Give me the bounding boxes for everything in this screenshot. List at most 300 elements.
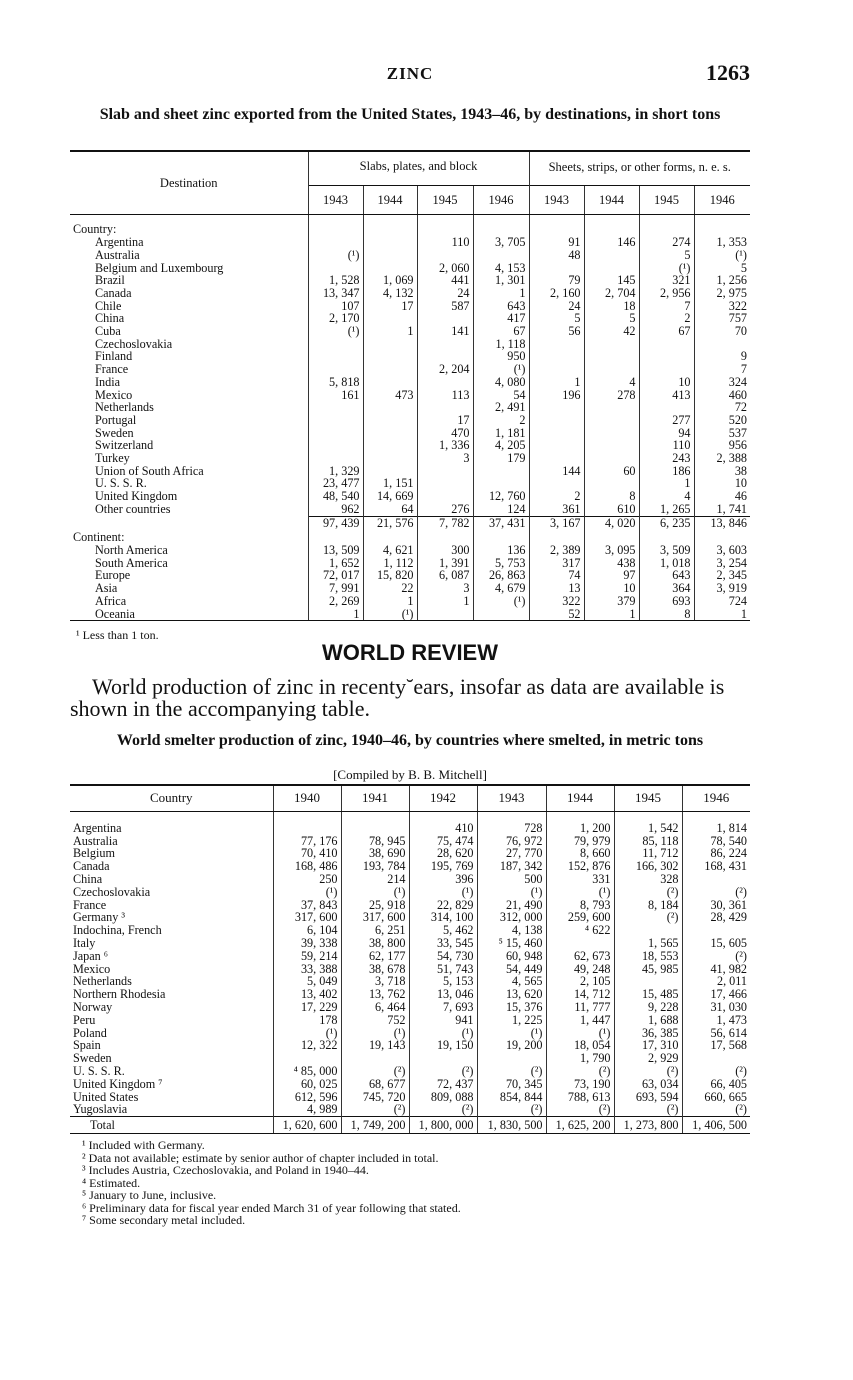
data-cell: 809, 088 (409, 1091, 477, 1104)
row-label: Belgium (73, 846, 115, 861)
table-row (70, 389, 750, 402)
data-cell: 3 (417, 452, 473, 465)
data-cell: 413 (639, 389, 694, 402)
data-cell: 1 (363, 595, 417, 608)
data-cell: (¹) (546, 886, 614, 899)
data-cell (584, 414, 639, 427)
data-cell: (²) (546, 1103, 614, 1116)
data-cell: 27, 770 (477, 847, 546, 860)
row-label: Italy (73, 935, 96, 950)
data-cell: (²) (614, 1103, 682, 1116)
data-cell: (²) (682, 886, 750, 899)
data-cell: 23, 477 (308, 477, 363, 490)
table-row (70, 582, 750, 595)
data-cell: 3, 095 (584, 544, 639, 557)
data-cell: 37, 843 (273, 899, 341, 912)
data-cell: (¹) (477, 1027, 546, 1040)
table-row (70, 860, 750, 873)
data-cell: 1 (473, 287, 529, 300)
data-cell: 22, 829 (409, 899, 477, 912)
table-row (70, 1091, 750, 1104)
data-cell: 1, 565 (614, 937, 682, 950)
data-cell: 1, 225 (477, 1014, 546, 1027)
data-cell: (²) (477, 1065, 546, 1078)
table-row (70, 503, 750, 516)
data-cell: 144 (529, 465, 584, 478)
data-cell: 1, 741 (694, 503, 750, 516)
page-number: 1263 (706, 60, 750, 85)
data-cell: (¹) (477, 886, 546, 899)
data-cell: 178 (273, 1014, 341, 1027)
data-cell: 187, 342 (477, 860, 546, 873)
data-cell (584, 350, 639, 363)
data-cell: 72, 017 (308, 569, 363, 582)
data-cell (584, 249, 639, 262)
country-heading: Country: (73, 222, 117, 237)
table1-year-header: 1945 (417, 185, 473, 215)
intro-paragraph: World production of zinc in recenty˘ears, insofar as data are available is shown in the accompanying table. (70, 674, 725, 721)
data-cell: ⁴ 85, 000 (273, 1065, 341, 1078)
empty-cell (417, 215, 473, 236)
data-cell: 110 (639, 439, 694, 452)
total-cell: 1, 273, 800 (614, 1117, 682, 1134)
total-row (70, 1117, 750, 1134)
row-label: Chile (95, 298, 122, 313)
data-cell: 36, 385 (614, 1027, 682, 1040)
data-cell: (²) (682, 950, 750, 963)
table-row (70, 911, 750, 924)
data-cell: 361 (529, 503, 584, 516)
data-cell (363, 439, 417, 452)
data-cell: 63, 034 (614, 1078, 682, 1091)
data-cell: 410 (409, 811, 477, 834)
table1-year-header: 1944 (363, 185, 417, 215)
empty-cell (529, 215, 584, 236)
data-cell: 68, 677 (341, 1078, 409, 1091)
data-cell (363, 414, 417, 427)
data-cell: 8, 184 (614, 899, 682, 912)
data-cell (682, 873, 750, 886)
empty-cell (694, 529, 750, 544)
data-cell: (¹) (473, 363, 529, 376)
data-cell: 179 (473, 452, 529, 465)
table2-year-header: 1941 (341, 785, 409, 811)
table-row (70, 886, 750, 899)
data-cell (417, 249, 473, 262)
data-cell: 1, 118 (473, 338, 529, 351)
data-cell: 2, 975 (694, 287, 750, 300)
data-cell: 660, 665 (682, 1091, 750, 1104)
data-cell: 107 (308, 300, 363, 313)
data-cell: 161 (308, 389, 363, 402)
data-cell: 537 (694, 427, 750, 440)
data-cell: 28, 620 (409, 847, 477, 860)
table2-body (70, 811, 750, 1133)
row-label: Australia (95, 247, 140, 262)
table-row (70, 287, 750, 300)
data-cell (529, 401, 584, 414)
data-cell (363, 363, 417, 376)
empty-cell (639, 215, 694, 236)
row-label: Northern Rhodesia (73, 987, 166, 1002)
data-cell: 1 (417, 595, 473, 608)
data-cell: (¹) (341, 1027, 409, 1040)
data-cell: 379 (584, 595, 639, 608)
table-row (70, 338, 750, 351)
data-cell: 79 (529, 274, 584, 287)
data-cell: 317, 600 (273, 911, 341, 924)
data-cell: 4, 132 (363, 287, 417, 300)
data-cell: 66, 405 (682, 1078, 750, 1091)
data-cell: (²) (409, 1103, 477, 1116)
table-row (70, 300, 750, 313)
data-cell: 4 (639, 490, 694, 503)
data-cell: 62, 673 (546, 950, 614, 963)
data-cell: 73, 190 (546, 1078, 614, 1091)
data-cell (363, 452, 417, 465)
table-row (70, 414, 750, 427)
data-cell: 1, 069 (363, 274, 417, 287)
table2-year-header: 1944 (546, 785, 614, 811)
table-row (70, 1078, 750, 1091)
exports-table (70, 150, 750, 621)
data-cell: 19, 150 (409, 1039, 477, 1052)
continent-heading-row (70, 529, 750, 544)
row-label: Canada (95, 285, 132, 300)
table1-caption: Slab and sheet zinc exported from the United States, 1943–46, by destinations, in short tons (99, 106, 721, 123)
row-label: Poland (73, 1025, 107, 1040)
data-cell: 956 (694, 439, 750, 452)
table-row (70, 1103, 750, 1116)
data-cell: 441 (417, 274, 473, 287)
data-cell: 1, 151 (363, 477, 417, 490)
data-cell: 38, 678 (341, 963, 409, 976)
row-label: Australia (73, 833, 118, 848)
data-cell: 2, 011 (682, 975, 750, 988)
data-cell: 2, 388 (694, 452, 750, 465)
data-cell: 60, 025 (273, 1078, 341, 1091)
data-cell: 470 (417, 427, 473, 440)
empty-cell (529, 529, 584, 544)
data-cell: 13, 347 (308, 287, 363, 300)
data-cell: 5, 462 (409, 924, 477, 937)
row-label: Sweden (95, 425, 134, 440)
row-label: Portugal (95, 412, 137, 427)
data-cell (363, 338, 417, 351)
data-cell (529, 350, 584, 363)
table-row (70, 544, 750, 557)
data-cell: 277 (639, 414, 694, 427)
data-cell (417, 477, 473, 490)
row-label: Czechoslovakia (95, 336, 173, 351)
footnote: ⁵ January to June, inclusive. (82, 1188, 217, 1202)
data-cell (529, 427, 584, 440)
table-row (70, 427, 750, 440)
data-cell: 2, 956 (639, 287, 694, 300)
footnote: ⁶ Preliminary data for fiscal year ended March 31 of year following that stated. (82, 1200, 461, 1215)
data-cell: 1, 301 (473, 274, 529, 287)
table1-year-header: 1946 (473, 185, 529, 215)
data-cell: 9, 228 (614, 1001, 682, 1014)
row-label: Yugoslavia (73, 1102, 128, 1117)
data-cell: 15, 485 (614, 988, 682, 1001)
data-cell: 12, 322 (273, 1039, 341, 1052)
total-cell: 21, 576 (363, 516, 417, 529)
data-cell: 757 (694, 312, 750, 325)
data-cell: 259, 600 (546, 911, 614, 924)
data-cell: 94 (639, 427, 694, 440)
data-cell: (²) (614, 886, 682, 899)
data-cell (584, 439, 639, 452)
row-label: Mexico (95, 387, 133, 402)
data-cell: 54, 449 (477, 963, 546, 976)
data-cell: (²) (546, 1065, 614, 1078)
data-cell: 1 (363, 325, 417, 338)
row-label: Finland (95, 349, 133, 364)
data-cell: 136 (473, 544, 529, 557)
data-cell: 12, 760 (473, 490, 529, 503)
table2-footnotes (82, 1139, 461, 1227)
data-cell: 22 (363, 582, 417, 595)
row-label: Europe (95, 568, 131, 583)
data-cell: (¹) (546, 1027, 614, 1040)
row-label: United States (73, 1089, 139, 1104)
data-cell: 788, 613 (546, 1091, 614, 1104)
table-row (70, 873, 750, 886)
data-cell: 2 (529, 490, 584, 503)
data-cell (363, 350, 417, 363)
data-cell: 15, 820 (363, 569, 417, 582)
row-label: France (73, 897, 107, 912)
data-cell: 2, 170 (308, 312, 363, 325)
data-cell: 19, 143 (341, 1039, 409, 1052)
data-cell: 10 (584, 582, 639, 595)
data-cell: 13, 402 (273, 988, 341, 1001)
data-cell (363, 376, 417, 389)
data-cell: 278 (584, 389, 639, 402)
row-label: Union of South Africa (95, 463, 204, 478)
table-row (70, 595, 750, 608)
data-cell: (²) (341, 1065, 409, 1078)
data-cell: 6, 087 (417, 569, 473, 582)
data-cell: 145 (584, 274, 639, 287)
data-cell: 274 (639, 236, 694, 249)
empty-cell (363, 529, 417, 544)
data-cell: 6, 251 (341, 924, 409, 937)
row-label: Africa (95, 593, 127, 608)
country-heading-row (70, 215, 750, 236)
footnote: ¹ Included with Germany. (82, 1138, 205, 1152)
data-cell: 1, 528 (308, 274, 363, 287)
data-cell: 78, 945 (341, 835, 409, 848)
data-cell (417, 376, 473, 389)
data-cell (529, 452, 584, 465)
data-cell: 38 (694, 465, 750, 478)
data-cell: 322 (529, 595, 584, 608)
table1-year-header: 1943 (308, 185, 363, 215)
data-cell: 13, 046 (409, 988, 477, 1001)
data-cell (308, 401, 363, 414)
table1-year-header: 1943 (529, 185, 584, 215)
data-cell (473, 608, 529, 621)
total-cell: 1, 749, 200 (341, 1117, 409, 1134)
row-label: India (95, 374, 121, 389)
data-cell: 70, 345 (477, 1078, 546, 1091)
total-cell: 1, 625, 200 (546, 1117, 614, 1134)
data-cell: (²) (409, 1065, 477, 1078)
data-cell: 75, 474 (409, 835, 477, 848)
data-cell (584, 427, 639, 440)
data-cell: 5, 753 (473, 557, 529, 570)
data-cell: 54 (473, 389, 529, 402)
total-cell: 13, 846 (694, 516, 750, 529)
data-cell: 86, 224 (682, 847, 750, 860)
data-cell: 30, 361 (682, 899, 750, 912)
data-cell: 1, 329 (308, 465, 363, 478)
data-cell: (¹) (273, 886, 341, 899)
row-label: Cuba (95, 324, 121, 339)
data-cell: 1, 181 (473, 427, 529, 440)
data-cell: 693 (639, 595, 694, 608)
data-cell: 693, 594 (614, 1091, 682, 1104)
data-cell: 1, 447 (546, 1014, 614, 1027)
data-cell: 5 (639, 249, 694, 262)
data-cell (341, 811, 409, 834)
data-cell: 5, 049 (273, 975, 341, 988)
data-cell (308, 439, 363, 452)
empty-cell (473, 215, 529, 236)
table-row (70, 811, 750, 834)
table1-year-header: 1944 (584, 185, 639, 215)
table-row (70, 350, 750, 363)
table2-stub-header: Country (70, 785, 273, 811)
data-cell: 4, 153 (473, 262, 529, 275)
data-cell: 59, 214 (273, 950, 341, 963)
data-cell: 1, 112 (363, 557, 417, 570)
data-cell: 7, 693 (409, 1001, 477, 1014)
table-row (70, 899, 750, 912)
data-cell (639, 350, 694, 363)
total-cell: 1, 800, 000 (409, 1117, 477, 1134)
data-cell (473, 465, 529, 478)
table-row (70, 1052, 750, 1065)
data-cell: 1, 265 (639, 503, 694, 516)
data-cell: 17, 310 (614, 1039, 682, 1052)
data-cell: 1, 542 (614, 811, 682, 834)
data-cell: 3, 603 (694, 544, 750, 557)
data-cell: 166, 302 (614, 860, 682, 873)
table1-year-header: 1945 (639, 185, 694, 215)
row-label: U. S. S. R. (73, 1063, 125, 1078)
data-cell: 67 (473, 325, 529, 338)
data-cell: 70 (694, 325, 750, 338)
data-cell: 14, 712 (546, 988, 614, 1001)
data-cell (363, 236, 417, 249)
data-cell: 113 (417, 389, 473, 402)
table-row (70, 325, 750, 338)
data-cell: 15, 376 (477, 1001, 546, 1014)
data-cell (308, 427, 363, 440)
data-cell (308, 414, 363, 427)
total-cell: 6, 235 (639, 516, 694, 529)
data-cell (308, 363, 363, 376)
data-cell: (¹) (473, 595, 529, 608)
data-cell: (¹) (409, 1027, 477, 1040)
data-cell: 322 (694, 300, 750, 313)
row-label: Asia (95, 581, 118, 596)
data-cell: 45, 985 (614, 963, 682, 976)
row-label: Germany ³ (73, 910, 126, 925)
data-cell: 250 (273, 873, 341, 886)
data-cell (546, 937, 614, 950)
data-cell: 10 (639, 376, 694, 389)
total-row (70, 516, 750, 529)
row-label: Belgium and Luxembourg (95, 260, 224, 275)
data-cell: (¹) (363, 608, 417, 621)
data-cell: 5 (529, 312, 584, 325)
data-cell: 1 (529, 376, 584, 389)
table-row (70, 401, 750, 414)
row-label: Oceania (70, 608, 308, 621)
data-cell (529, 338, 584, 351)
data-cell: 3 (417, 582, 473, 595)
data-cell: ⁵ 15, 460 (477, 937, 546, 950)
footnote: ⁷ Some secondary metal included. (82, 1213, 246, 1227)
data-cell: 15, 605 (682, 937, 750, 950)
total-cell: 1, 830, 500 (477, 1117, 546, 1134)
total-cell: 4, 020 (584, 516, 639, 529)
row-label: Sweden (73, 1051, 112, 1066)
row-label: Other countries (95, 502, 171, 517)
data-cell: 76, 972 (477, 835, 546, 848)
data-cell: 1, 018 (639, 557, 694, 570)
data-cell: 72 (694, 401, 750, 414)
data-cell: 8, 660 (546, 847, 614, 860)
total-cell: 1, 620, 600 (273, 1117, 341, 1134)
data-cell: 21, 490 (477, 899, 546, 912)
row-label: Turkey (95, 451, 130, 466)
data-cell: 1, 652 (308, 557, 363, 570)
data-cell: ⁴ 622 (546, 924, 614, 937)
data-cell (308, 350, 363, 363)
data-cell: (²) (682, 1065, 750, 1078)
data-cell: (²) (614, 1065, 682, 1078)
row-label: South America (95, 555, 168, 570)
data-cell: 77, 176 (273, 835, 341, 848)
data-cell: (²) (682, 1103, 750, 1116)
data-cell: 1, 256 (694, 274, 750, 287)
data-cell: 152, 876 (546, 860, 614, 873)
data-cell: 243 (639, 452, 694, 465)
data-cell: 1 (308, 608, 363, 621)
total-cell: 1, 406, 500 (682, 1117, 750, 1134)
data-cell: 56 (529, 325, 584, 338)
data-cell: 643 (639, 569, 694, 582)
data-cell: 193, 784 (341, 860, 409, 873)
data-cell: 473 (363, 389, 417, 402)
row-label: China (95, 311, 125, 326)
row-label: Argentina (95, 235, 144, 250)
row-label: U. S. S. R. (95, 476, 147, 491)
data-cell (584, 452, 639, 465)
empty-cell (473, 529, 529, 544)
data-cell: 10 (694, 477, 750, 490)
data-cell: 196 (529, 389, 584, 402)
data-cell: 46 (694, 490, 750, 503)
table-row (70, 363, 750, 376)
footnote: ² Data not available; estimate by senior author of chapter included in total. (82, 1150, 439, 1165)
data-cell: 48 (529, 249, 584, 262)
